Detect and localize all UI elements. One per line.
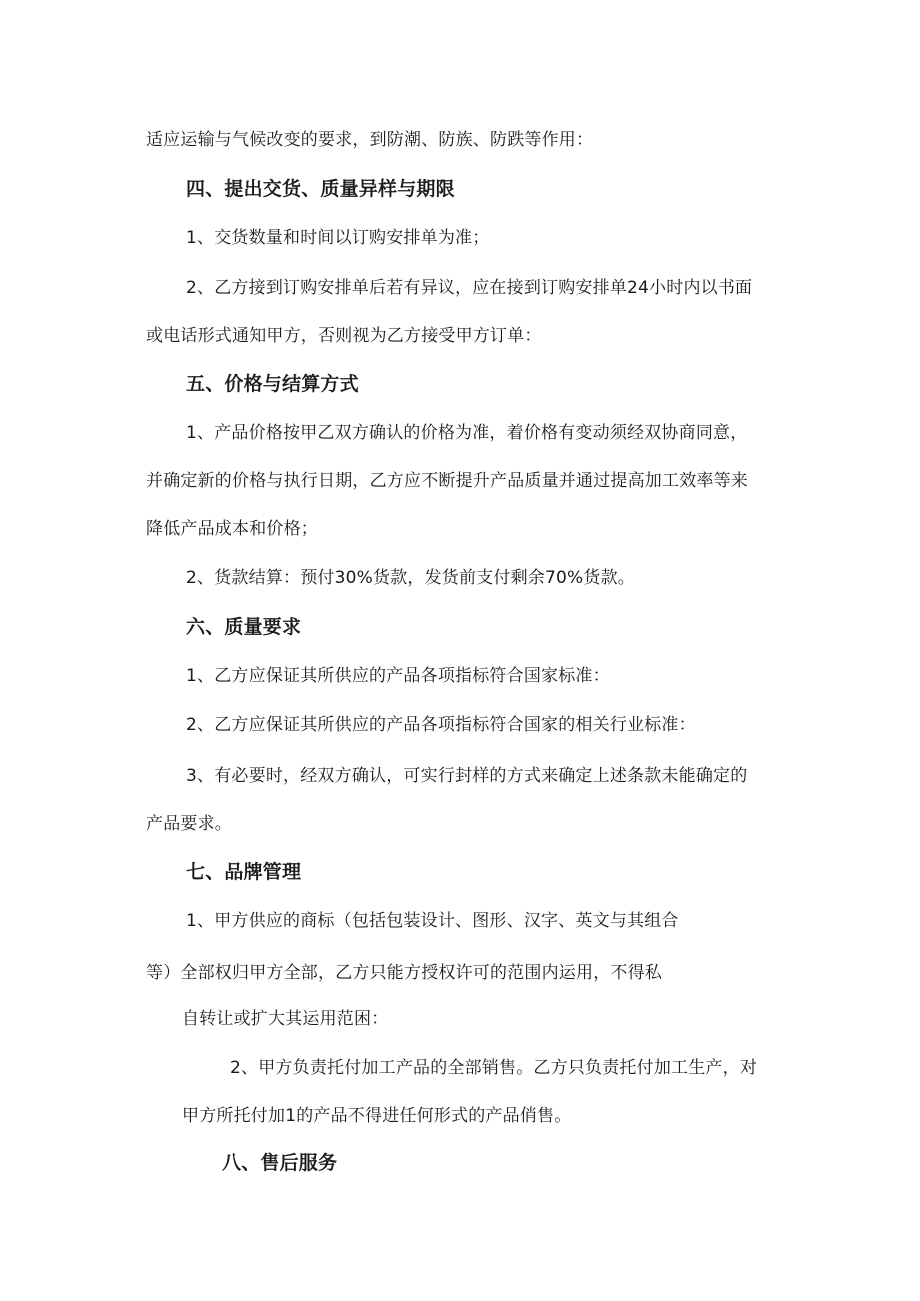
- paragraph-line: 1、交货数量和时间以订购安排单为准；: [186, 228, 490, 248]
- paragraph-line: 3、有必要时，经双方确认，可实行封样的方式来确定上述条款未能确定的: [186, 766, 748, 786]
- paragraph-line: 2、货款结算：预付30%货款，发货前支付剩余70%货款。: [186, 568, 635, 588]
- section-heading: 四、提出交货、质量异样与期限: [186, 178, 455, 200]
- paragraph-line: 或电话形式通知甲方，否则视为乙方接受甲方订单：: [146, 326, 542, 346]
- paragraph-line: 自转让或扩大其运用范困：: [182, 1009, 389, 1029]
- paragraph-line: 1、产品价格按甲乙双方确认的价格为准，着价格有变动须经双协商同意，: [186, 423, 748, 443]
- paragraph-line: 2、乙方应保证其所供应的产品各项指标符合国家的相关行业标准：: [186, 715, 696, 735]
- paragraph-line: 适应运输与气候改变的要求，到防潮、防族、防跌等作用：: [146, 130, 594, 150]
- paragraph-line: 1、乙方应保证其所供应的产品各项指标符合国家标准：: [186, 666, 610, 686]
- section-heading: 六、质量要求: [186, 616, 302, 638]
- section-heading: 五、价格与结算方式: [186, 373, 359, 395]
- paragraph-line: 1、甲方供应的商标（包括包装设计、图形、汉字、英文与其组合: [186, 911, 679, 931]
- paragraph-line: 等）全部权归甲方全部，乙方只能方授权许可的范围内运用，不得私: [146, 963, 662, 983]
- paragraph-line: 2、甲方负责托付加工产品的全部销售。乙方只负责托付加工生产，对: [230, 1058, 758, 1078]
- paragraph-line: 2、乙方接到订购安排单后若有异议，应在接到订购安排单24小时内以书面: [186, 278, 753, 298]
- paragraph-line: 降低产品成本和价格；: [146, 519, 318, 539]
- paragraph-line: 甲方所托付加1的产品不得进任何形式的产品俏售。: [182, 1106, 572, 1126]
- paragraph-line: 产品要求。: [146, 814, 232, 834]
- section-heading: 七、品牌管理: [186, 861, 302, 883]
- paragraph-line: 并确定新的价格与执行日期，乙方应不断提升产品质量并通过提高加工效率等来: [146, 471, 748, 491]
- section-heading: 八、售后服务: [222, 1152, 338, 1174]
